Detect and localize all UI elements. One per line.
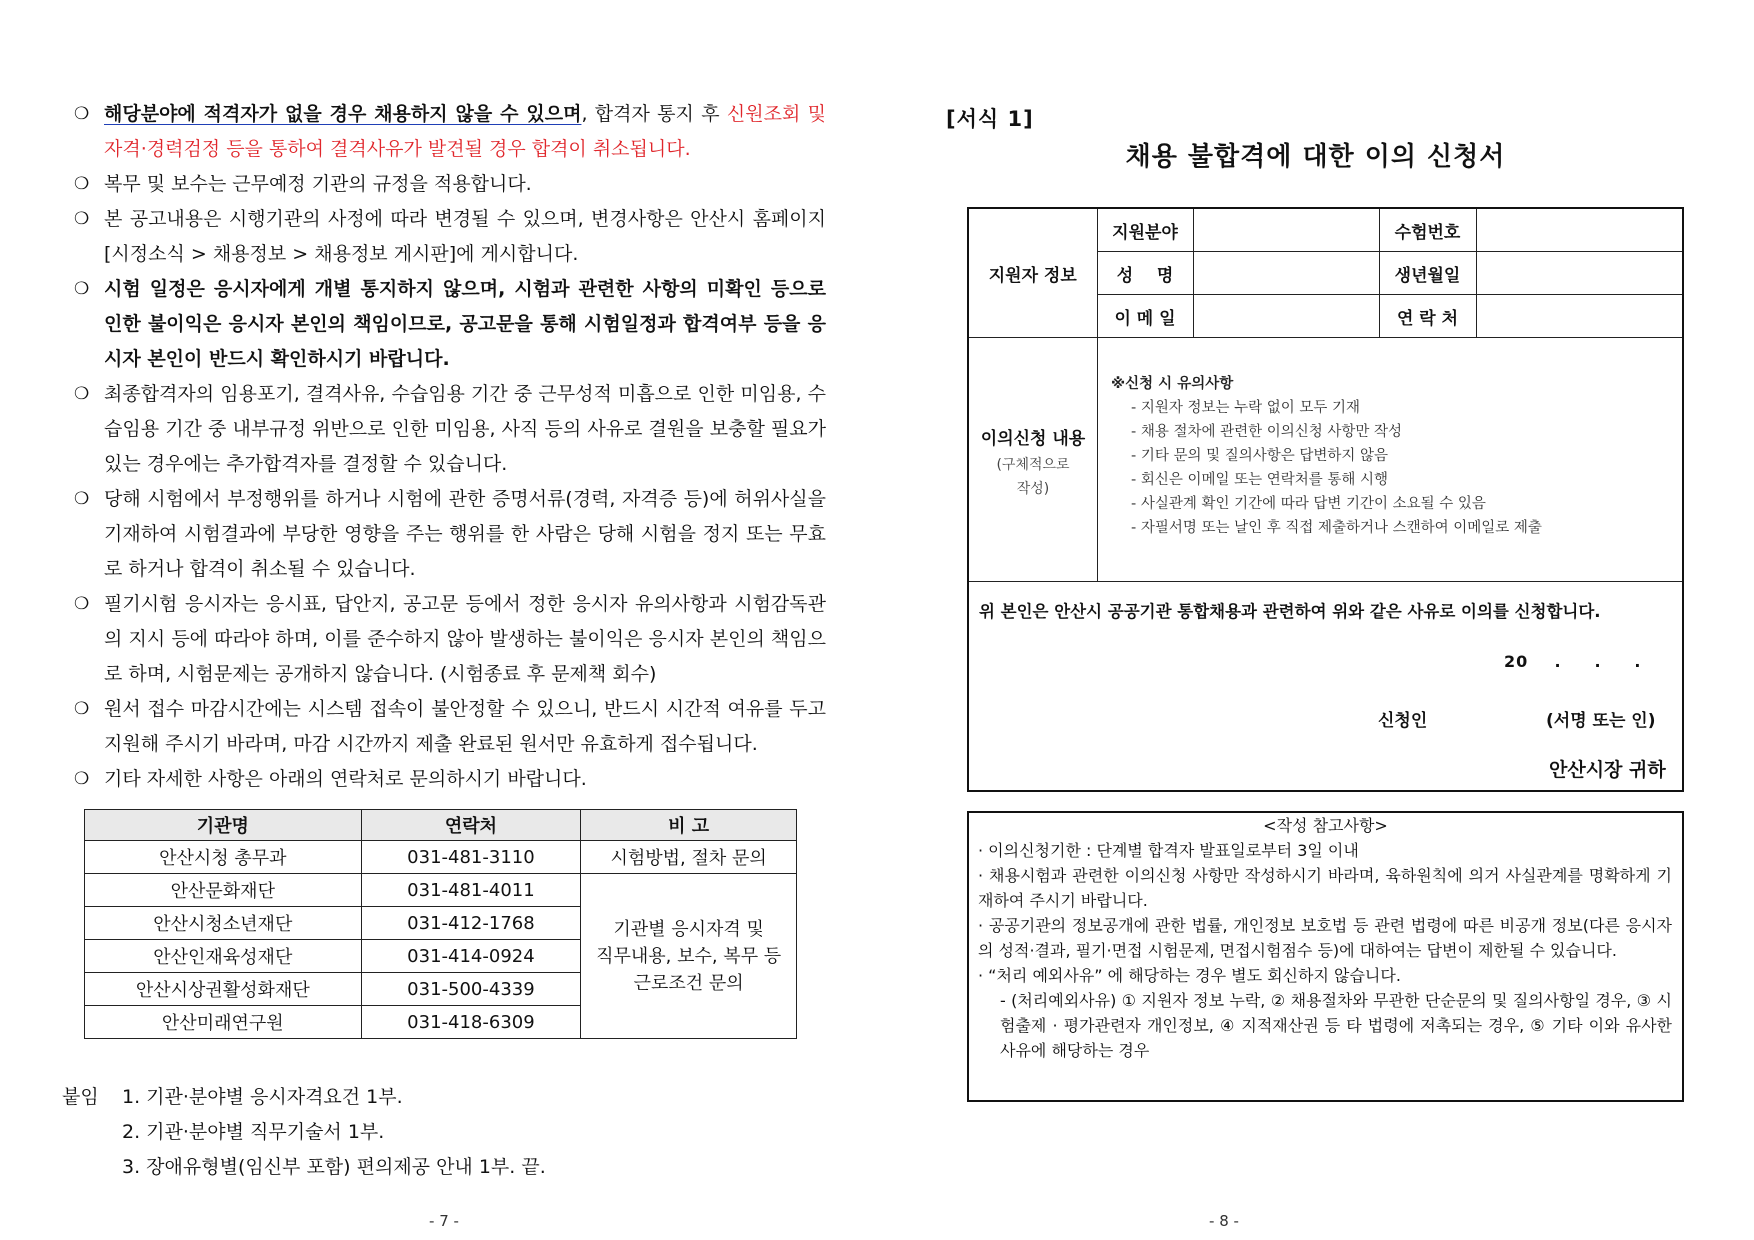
reference-line: · “처리 예외사유” 에 해당하는 경우 별도 회신하지 않습니다.: [978, 966, 1401, 985]
signature-label[interactable]: (서명 또는 인): [1546, 711, 1656, 731]
statement-text: 위 본인은 안산시 공공기관 통합채용과 관련하여 위와 같은 사유로 이의를 신청합니다.: [979, 602, 1601, 621]
table-header-row: [85, 810, 797, 841]
circle-bullet-icon: ❍: [74, 699, 90, 719]
phone-cell: 031-481-3110: [361, 841, 581, 874]
notice-text: 당해 시험에서 부정행위를 하거나 시험에 관한 증명서류(경력, 자격증 등)에 허위사실을 기재하여 시험결과에 부당한 영향을 주는 행위를 한 사람은 당해 시험을 정지 또는 무효로 하거나 합격이 취소될 수 있습니다.: [104, 488, 826, 580]
reference-line: · 이의신청기한 : 단계별 합격자 발표일로부터 3일 이내: [978, 841, 1359, 860]
objection-sublabel: [969, 453, 1097, 501]
applicant-label: 신청인: [1378, 711, 1428, 731]
attachment-item: 3. 장애유형별(임신부 포함) 편의제공 안내 1부. 끝.: [122, 1156, 546, 1178]
notice-text: 원서 접수 마감시간에는 시스템 접속이 불안정할 수 있으니, 반드시 시간적 여유를 두고 지원해 주시기 바라며, 마감 시간까지 제출 완료된 원서만 유효하게 접수됩니다.: [104, 698, 826, 755]
table-row: [85, 841, 797, 874]
table-row: [85, 874, 797, 907]
notice-text: , 합격자 통지 후: [581, 103, 727, 125]
notice-item: [74, 167, 826, 202]
field-input-cell[interactable]: [1476, 295, 1682, 338]
note-line: 기관별 응시자격 및: [613, 918, 764, 940]
reference-line: · 공공기관의 정보공개에 관한 법률, 개인정보 보호법 등 관련 법령에 따른 비공개 정보(다른 응시자의 성적·결과, 필기·면접 시험문제, 면접시험점수 등)에 대하여는 답변이 제한될 수 있습니다.: [978, 916, 1672, 960]
notice-text: 최종합격자의 임용포기, 결격사유, 수습임용 기간 중 근무성적 미흡으로 인한 미임용, 수습임용 기간 중 내부규정 위반으로 인한 미임용, 사직 등의 사유로 결원을 보충할 필요가 있는 경우에는 추가합격자를 결정할 수 있습니다.: [104, 383, 826, 475]
field-input-cell[interactable]: [1476, 209, 1682, 252]
right-page: [877, 0, 1754, 1240]
objection-section: [969, 336, 1682, 582]
note-cell: 시험방법, 절차 문의: [581, 841, 797, 874]
objection-label-cell: [969, 336, 1098, 581]
guideline-line: - 채용 절차에 관련한 이의신청 사항만 작성: [1131, 424, 1403, 440]
circle-bullet-icon: ❍: [74, 104, 90, 124]
phone-cell: 031-418-6309: [361, 1006, 581, 1039]
field-input-cell[interactable]: [1193, 209, 1379, 252]
field-label: 연 락 처: [1379, 295, 1476, 338]
reference-line: · 채용시험과 관련한 이의신청 사항만 작성하시기 바라며, 육하원칙에 의거 사실관계를 명확하게 기재하여 주시기 바랍니다.: [978, 866, 1672, 910]
circle-bullet-icon: ❍: [74, 209, 90, 229]
notice-item: [74, 202, 826, 272]
form-label: [서식 1]: [946, 107, 1034, 131]
phone-cell: 031-481-4011: [361, 874, 581, 907]
objection-guidelines[interactable]: [1111, 372, 1542, 540]
attachments: [62, 1080, 546, 1185]
column-header-org: 기관명: [85, 810, 362, 841]
reference-title: <작성 참고사항>: [1263, 816, 1388, 835]
field-label: 지원분야: [1097, 209, 1193, 252]
table-row: [969, 209, 1682, 252]
reference-exception-line: - (처리예외사유) ① 지원자 정보 누락, ② 채용절차와 무관한 단순문의 및 질의사항일 경우, ③ 시험출제 · 평가관련자 개인정보, ④ 지적재산권 등 타 법령에 저촉되는 경우, ⑤ 기타 이와 유사한 사유에 해당하는 경우: [1000, 991, 1672, 1060]
org-cell: 안산시청 총무과: [85, 841, 362, 874]
field-label: 이 메 일: [1097, 295, 1193, 338]
notice-item: [74, 482, 826, 587]
org-cell: 안산시청소년재단: [85, 907, 362, 940]
notice-item: [74, 692, 826, 762]
field-input-cell[interactable]: [1193, 295, 1379, 338]
notice-text: 본 공고내용은 시행기관의 사정에 따라 변경될 수 있으며, 변경사항은 안산시 홈페이지 [시정소식 > 채용정보 > 채용정보 게시판]에 게시합니다.: [104, 208, 826, 265]
circle-bullet-icon: ❍: [74, 174, 90, 194]
notice-list: [74, 97, 826, 797]
contact-table: [84, 809, 797, 1039]
notice-item: [74, 377, 826, 482]
attachment-item: 1. 기관·분야별 응시자격요건 1부.: [122, 1086, 403, 1108]
objection-label: 이의신청 내용: [980, 429, 1086, 449]
org-cell: 안산인재육성재단: [85, 940, 362, 973]
notice-text: 필기시험 응시자는 응시표, 답안지, 공고문 등에서 정한 응시자 유의사항과 시험감독관의 지시 등에 따라야 하며, 이를 준수하지 않아 발생하는 불이익은 응시자 본인의 책임으로 하며, 시험문제는 공개하지 않습니다. (시험종료 후 문제책 회수): [104, 593, 826, 685]
guideline-line: - 지원자 정보는 누락 없이 모두 기재: [1131, 400, 1360, 416]
column-header-note: 비 고: [581, 810, 797, 841]
circle-bullet-icon: ❍: [74, 489, 90, 509]
field-label: 성 명: [1097, 252, 1193, 295]
circle-bullet-icon: ❍: [74, 279, 90, 299]
org-cell: 안산문화재단: [85, 874, 362, 907]
notice-item: [74, 97, 826, 167]
notice-bold-text: 시험 일정은 응시자에게 개별 통지하지 않으며, 시험과 관련한 사항의 미확인 등으로 인한 불이익은 응시자 본인의 책임이므로, 공고문을 통해 시험일정과 합격여부 등을 응시자 본인이 반드시 확인하시기 바랍니다.: [104, 278, 826, 370]
note-line: 직무내용, 보수, 복무 등: [596, 945, 782, 967]
circle-bullet-icon: ❍: [74, 769, 90, 789]
guidelines-caption: ※신청 시 유의사항: [1111, 376, 1234, 392]
guideline-line: - 회신은 이메일 또는 연락처를 통해 시행: [1131, 472, 1388, 488]
notice-text: 기타 자세한 사항은 아래의 연락처로 문의하시기 바랍니다.: [104, 768, 587, 790]
notice-red-text: 신원조회 및 자격·경력검정 등을 통하여 결격사유가 발견될 경우 합격이 취소됩니다.: [104, 103, 827, 160]
page-number: - 8 -: [1209, 1212, 1239, 1230]
phone-cell: 031-414-0924: [361, 940, 581, 973]
applicant-info-table: [969, 209, 1682, 338]
circle-bullet-icon: ❍: [74, 594, 90, 614]
guideline-line: - 사실관계 확인 기간에 따라 답변 기간이 소요될 수 있음: [1131, 496, 1486, 512]
note-cell-merged: [581, 874, 797, 1039]
reference-notes: [967, 811, 1684, 1102]
form-title: 채용 불합격에 대한 이의 신청서: [1125, 142, 1506, 172]
notice-item: [74, 762, 826, 797]
field-input-cell[interactable]: [1476, 252, 1682, 295]
notice-item: [74, 272, 826, 377]
attachment-item: 2. 기관·분야별 직무기술서 1부.: [122, 1121, 385, 1143]
addressee: 안산시장 귀하: [1549, 759, 1666, 781]
guideline-line: - 기타 문의 및 질의사항은 답변하지 않음: [1131, 448, 1388, 464]
notice-text: 복무 및 보수는 근무예정 기관의 규정을 적용합니다.: [104, 173, 532, 195]
notice-item: [74, 587, 826, 692]
objection-sublabel-line: 작성): [1016, 481, 1050, 497]
org-cell: 안산미래연구원: [85, 1006, 362, 1039]
guideline-line: - 자필서명 또는 날인 후 직접 제출하거나 스캔하여 이메일로 제출: [1131, 520, 1542, 536]
applicant-info-label: 지원자 정보: [969, 209, 1097, 338]
column-header-phone: 연락처: [361, 810, 581, 841]
attachments-label: 붙임: [62, 1086, 99, 1108]
circle-bullet-icon: ❍: [74, 384, 90, 404]
org-cell: 안산시상권활성화재단: [85, 973, 362, 1006]
field-label: 수험번호: [1379, 209, 1476, 252]
objection-form: [967, 207, 1684, 792]
notice-underlined-text: 해당분야에 적격자가 없을 경우 채용하지 않을 수 있으며: [104, 103, 582, 125]
field-label: 생년월일: [1379, 252, 1476, 295]
phone-cell: 031-500-4339: [361, 973, 581, 1006]
note-line: 근로조건 문의: [633, 972, 744, 994]
phone-cell: 031-412-1768: [361, 907, 581, 940]
objection-sublabel-line: (구체적으로: [996, 457, 1070, 473]
date-line[interactable]: 20 . . .: [1504, 652, 1642, 671]
page-number: - 7 -: [429, 1212, 459, 1230]
field-input-cell[interactable]: [1193, 252, 1379, 295]
